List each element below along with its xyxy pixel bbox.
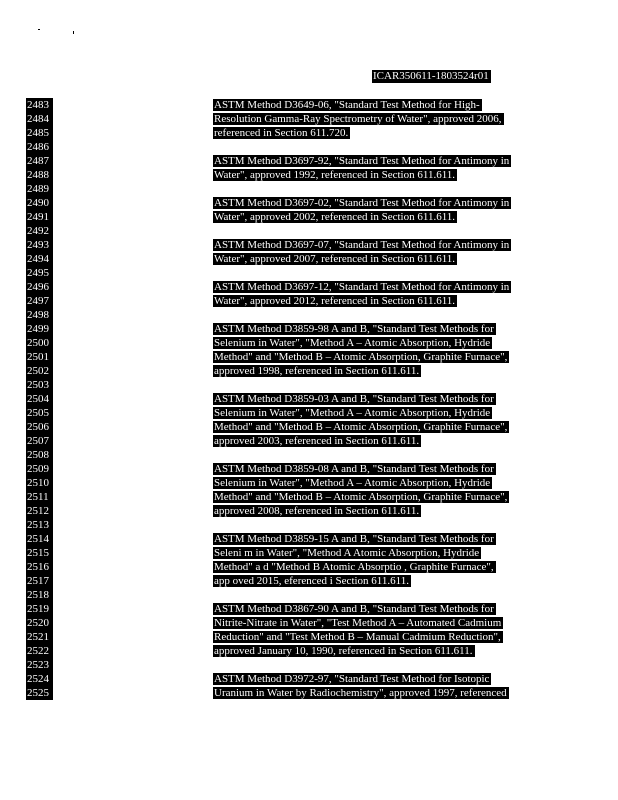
line-number: 2484 [27,113,49,125]
reference-line: Method" and "Method B – Atomic Absorption, Graphite Furnace", [214,421,508,433]
reference-entry [213,98,543,140]
reference-line-row [213,280,543,294]
reference-line: approved 2008, referenced in Section 611.611. [214,505,420,517]
line-number: 2504 [27,393,49,405]
reference-line: Water", approved 2012, referenced in Section 611.611. [214,295,456,307]
line-number: 2515 [27,547,49,559]
reference-line-row [213,532,543,546]
reference-line-row [213,672,543,686]
reference-line-row [213,364,543,378]
reference-line-row [213,560,543,574]
reference-line: ASTM Method D3649-06, "Standard Test Method for High- [214,99,480,111]
line-number: 2498 [27,309,49,321]
reference-line-row [213,574,543,588]
reference-line-row [213,462,543,476]
reference-line: ASTM Method D3697-07, "Standard Test Method for Antimony in [214,239,510,251]
line-number: 2492 [27,225,49,237]
line-number: 2483 [27,99,49,111]
reference-line-row [213,434,543,448]
reference-line: ASTM Method D3859-08 A and B, "Standard Test Methods for [214,463,494,475]
line-number: 2524 [27,673,49,685]
reference-line: referenced in Section 611.720. [214,127,349,139]
reference-line: Selenium in Water", "Method A – Atomic Absorption, Hydride [214,337,491,349]
reference-line-row [213,98,543,112]
reference-line: Method" and "Method B – Atomic Absorption, Graphite Furnace", [214,491,508,503]
reference-line: Water", approved 2007, referenced in Section 611.611. [214,253,456,265]
reference-line: app oved 2015, eferenced i Section 611.611. [214,575,409,587]
reference-line: ASTM Method D3859-98 A and B, "Standard Test Methods for [214,323,494,335]
reference-entry [213,462,543,518]
reference-entry [213,392,543,448]
line-number: 2508 [27,449,49,461]
reference-entry [213,280,543,308]
reference-line-row [213,490,543,504]
reference-line: Water", approved 2002, referenced in Section 611.611. [214,211,456,223]
line-number: 2491 [27,211,49,223]
reference-line-row [213,210,543,224]
line-number: 2495 [27,267,49,279]
reference-line-row [213,644,543,658]
line-number: 2509 [27,463,49,475]
reference-line-row [213,630,543,644]
reference-line-row [213,196,543,210]
reference-line-row [213,252,543,266]
line-number: 2488 [27,169,49,181]
line-number: 2514 [27,533,49,545]
line-number: 2486 [27,141,49,153]
reference-line: Reduction" and "Test Method B – Manual Cadmium Reduction", [214,631,501,643]
reference-line-row [213,406,543,420]
line-number: 2511 [27,491,49,503]
line-number: 2493 [27,239,49,251]
reference-line-row [213,546,543,560]
reference-line-row [213,392,543,406]
line-number: 2487 [27,155,49,167]
reference-line: Selenium in Water", "Method A – Atomic Absorption, Hydride [214,477,491,489]
reference-line-row [213,126,543,140]
reference-line: Method" and "Method B – Atomic Absorption, Graphite Furnace", [214,351,508,363]
line-number: 2517 [27,575,49,587]
line-number: 2501 [27,351,49,363]
line-number: 2519 [27,603,49,615]
reference-line: ASTM Method D3697-92, "Standard Test Method for Antimony in [214,155,510,167]
line-number: 2490 [27,197,49,209]
reference-entry [213,196,543,224]
line-number: 2520 [27,617,49,629]
reference-line-row [213,420,543,434]
reference-list [213,98,543,714]
line-number: 2510 [27,477,49,489]
line-number-column [26,98,53,700]
reference-line: ASTM Method D3859-15 A and B, "Standard Test Methods for [214,533,494,545]
line-number: 2503 [27,379,49,391]
reference-line-row [213,476,543,490]
reference-line: ASTM Method D3697-12, "Standard Test Method for Antimony in [214,281,510,293]
reference-line-row [213,322,543,336]
line-number: 2499 [27,323,49,335]
line-number: 2497 [27,295,49,307]
reference-entry [213,602,543,658]
line-number: 2502 [27,365,49,377]
reference-line: ASTM Method D3697-02, "Standard Test Method for Antimony in [214,197,510,209]
document-code: ICAR350611-1803524r01 [373,70,489,82]
reference-line: Nitrite-Nitrate in Water", "Test Method A – Automated Cadmium [214,617,502,629]
reference-line-row [213,336,543,350]
line-number: 2513 [27,519,49,531]
reference-line: Uranium in Water by Radiochemistry", approved 1997, referenced [214,687,507,699]
reference-line: ASTM Method D3867-90 A and B, "Standard Test Methods for [214,603,494,615]
line-number: 2525 [27,687,49,699]
scan-speck [38,29,40,30]
reference-line-row [213,616,543,630]
reference-line-row [213,154,543,168]
line-number: 2523 [27,659,49,671]
line-number: 2489 [27,183,49,195]
line-number: 2518 [27,589,49,601]
reference-entry [213,238,543,266]
reference-line-row [213,238,543,252]
line-number: 2507 [27,435,49,447]
reference-line: Seleni m in Water", "Method A Atomic Absorption, Hydride [214,547,480,559]
reference-entry [213,322,543,378]
reference-entry [213,532,543,588]
reference-line-row [213,350,543,364]
reference-line-row [213,686,543,700]
line-number: 2512 [27,505,49,517]
line-number: 2496 [27,281,49,293]
line-number: 2521 [27,631,49,643]
reference-line: Selenium in Water", "Method A – Atomic Absorption, Hydride [214,407,491,419]
reference-line: approved January 10, 1990, referenced in Section 611.611. [214,645,473,657]
scan-speck [73,31,74,34]
reference-line-row [213,504,543,518]
line-number: 2505 [27,407,49,419]
line-number: 2500 [27,337,49,349]
line-number: 2494 [27,253,49,265]
reference-line: approved 2003, referenced in Section 611.611. [214,435,420,447]
reference-line: Method" a d "Method B Atomic Absorptio , Graphite Furnace", [214,561,494,573]
reference-line-row [213,294,543,308]
line-number: 2485 [27,127,49,139]
reference-line: ASTM Method D3859-03 A and B, "Standard Test Methods for [214,393,494,405]
reference-entry [213,154,543,182]
reference-entry [213,672,543,700]
reference-line: Resolution Gamma-Ray Spectrometry of Water", approved 2006, [214,113,502,125]
reference-line-row [213,168,543,182]
line-number: 2516 [27,561,49,573]
reference-line: approved 1998, referenced in Section 611.611. [214,365,420,377]
reference-line: Water", approved 1992, referenced in Section 611.611. [214,169,456,181]
reference-line-row [213,602,543,616]
line-number: 2522 [27,645,49,657]
reference-line: ASTM Method D3972-97, "Standard Test Method for Isotopic [214,673,490,685]
line-number: 2506 [27,421,49,433]
reference-line-row [213,112,543,126]
